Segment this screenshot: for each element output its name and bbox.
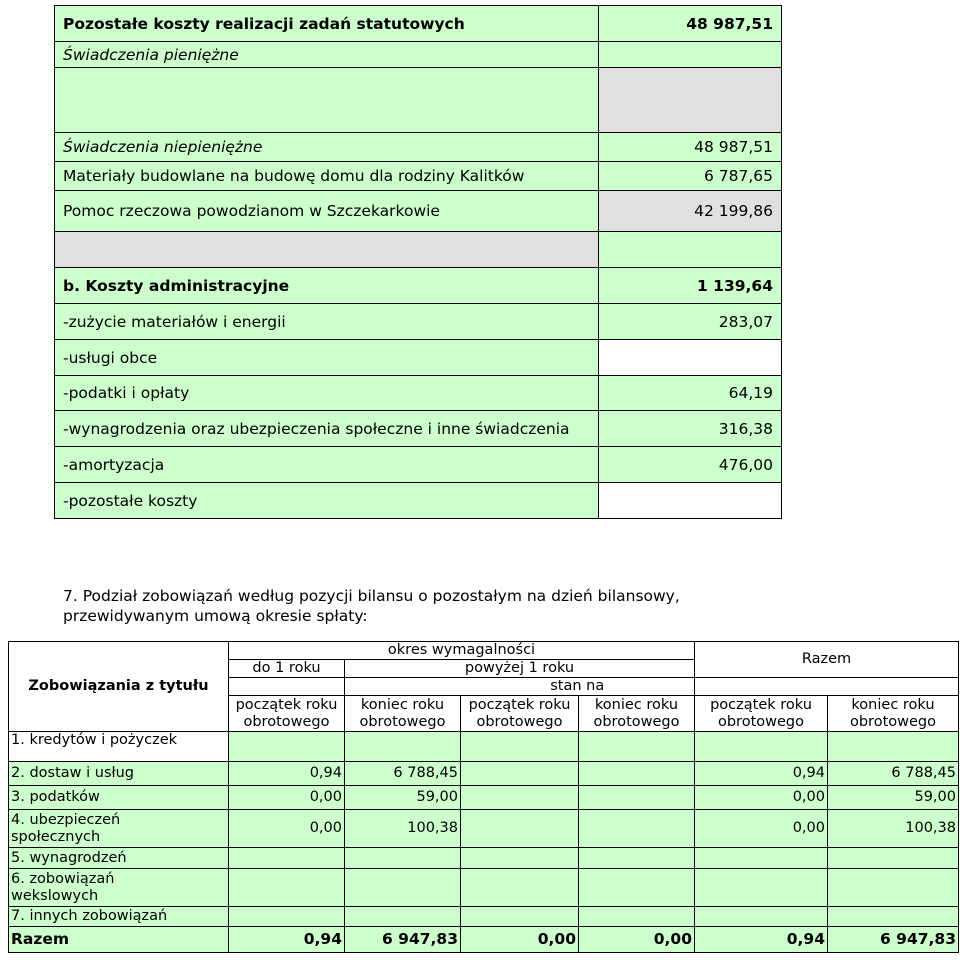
cell xyxy=(579,810,695,848)
cell xyxy=(345,848,461,869)
row-value: 48 987,51 xyxy=(599,133,782,162)
cell: 0,00 xyxy=(461,927,579,953)
cell xyxy=(579,786,695,810)
cell xyxy=(579,848,695,869)
col-header-kon: koniec roku obrotowego xyxy=(579,696,695,732)
costs-table xyxy=(54,5,782,519)
row-label: -pozostałe koszty xyxy=(55,483,599,519)
row-value xyxy=(599,483,782,519)
cell: 6 947,83 xyxy=(828,927,959,953)
table-row xyxy=(55,6,782,42)
table-row xyxy=(55,191,782,232)
cell xyxy=(461,786,579,810)
col-header-tytul: Zobowiązania z tytułu xyxy=(9,642,229,732)
cell: 0,94 xyxy=(229,927,345,953)
cell: 100,38 xyxy=(828,810,959,848)
table-row xyxy=(9,907,959,927)
cell xyxy=(579,732,695,762)
row-label: 2. dostaw i usług xyxy=(9,762,229,786)
cell: 0,00 xyxy=(229,786,345,810)
cell xyxy=(695,907,828,927)
row-label: Pomoc rzeczowa powodzianom w Szczekarkowie xyxy=(55,191,599,232)
table-row xyxy=(55,133,782,162)
cell xyxy=(828,907,959,927)
cell xyxy=(828,732,959,762)
cell xyxy=(345,732,461,762)
row-value: 64,19 xyxy=(599,376,782,411)
col-header-okres: okres wymagalności xyxy=(229,642,695,660)
row-value xyxy=(599,68,782,133)
cell: 0,00 xyxy=(695,786,828,810)
liabilities-table xyxy=(8,641,959,953)
cell xyxy=(695,732,828,762)
table-row xyxy=(55,42,782,68)
table-row xyxy=(55,340,782,376)
cell: 59,00 xyxy=(828,786,959,810)
row-label: 1. kredytów i pożyczek xyxy=(9,732,229,762)
table-row xyxy=(55,483,782,519)
col-header-stan: stan na xyxy=(461,678,695,696)
row-label: -podatki i opłaty xyxy=(55,376,599,411)
row-label: -zużycie materiałów i energii xyxy=(55,304,599,340)
cell xyxy=(461,848,579,869)
row-value: 283,07 xyxy=(599,304,782,340)
col-header-pocz: początek roku obrotowego xyxy=(695,696,828,732)
table-row xyxy=(9,732,959,762)
row-label: 4. ubezpieczeń społecznych xyxy=(9,810,229,848)
row-label: -wynagrodzenia oraz ubezpieczenia społeczne i inne świadczenia xyxy=(55,411,599,447)
col-header-pocz: początek roku obrotowego xyxy=(461,696,579,732)
cell xyxy=(579,869,695,907)
cell xyxy=(461,810,579,848)
row-label: -amortyzacja xyxy=(55,447,599,483)
table-row xyxy=(55,447,782,483)
row-value: 6 787,65 xyxy=(599,162,782,191)
cell xyxy=(229,869,345,907)
row-label: Pozostałe koszty realizacji zadań statutowych xyxy=(55,6,599,42)
cell xyxy=(461,907,579,927)
table-row xyxy=(9,810,959,848)
col-header-kon: koniec roku obrotowego xyxy=(345,696,461,732)
cell xyxy=(695,869,828,907)
row-label: 6. zobowiązań wekslowych xyxy=(9,869,229,907)
row-label: 5. wynagrodzeń xyxy=(9,848,229,869)
row-label: Świadczenia pieniężne xyxy=(55,42,599,68)
col-header-pocz: początek roku obrotowego xyxy=(229,696,345,732)
cell xyxy=(579,907,695,927)
cell xyxy=(828,869,959,907)
cell xyxy=(229,848,345,869)
row-value: 48 987,51 xyxy=(599,6,782,42)
table-row xyxy=(55,232,782,268)
cell xyxy=(461,732,579,762)
row-label: 3. podatków xyxy=(9,786,229,810)
row-label xyxy=(55,68,599,133)
cell: 0,00 xyxy=(695,810,828,848)
cell: 0,00 xyxy=(579,927,695,953)
row-value: 316,38 xyxy=(599,411,782,447)
table-row xyxy=(55,376,782,411)
cell: 0,94 xyxy=(695,762,828,786)
cell xyxy=(579,762,695,786)
cell: 0,94 xyxy=(229,762,345,786)
row-value xyxy=(599,232,782,268)
row-value: 476,00 xyxy=(599,447,782,483)
table-row xyxy=(55,304,782,340)
table-row xyxy=(9,869,959,907)
cell: 6 947,83 xyxy=(345,927,461,953)
cell xyxy=(229,907,345,927)
col-header-kon: koniec roku obrotowego xyxy=(828,696,959,732)
row-label: Materiały budowlane na budowę domu dla rodziny Kalitków xyxy=(55,162,599,191)
row-label: b. Koszty administracyjne xyxy=(55,268,599,304)
table-row xyxy=(9,762,959,786)
section-title: 7. Podział zobowiązań według pozycji bilansu o pozostałym na dzień bilansowy, przewidywanym umową okresie spłaty: xyxy=(63,587,680,625)
row-value xyxy=(599,42,782,68)
row-value xyxy=(599,340,782,376)
cell: 0,00 xyxy=(229,810,345,848)
col-header-do1: do 1 roku xyxy=(229,660,345,678)
row-label: Razem xyxy=(9,927,229,953)
row-label: Świadczenia niepieniężne xyxy=(55,133,599,162)
cell: 59,00 xyxy=(345,786,461,810)
table-row xyxy=(9,848,959,869)
col-header-razem: Razem xyxy=(695,642,959,678)
cell xyxy=(695,848,828,869)
cell xyxy=(461,762,579,786)
col-header-pow1: powyżej 1 roku xyxy=(345,660,695,678)
total-row xyxy=(9,927,959,953)
row-label xyxy=(55,232,599,268)
cell: 0,94 xyxy=(695,927,828,953)
table-row xyxy=(9,786,959,810)
cell xyxy=(461,869,579,907)
cell xyxy=(229,732,345,762)
table-row xyxy=(55,411,782,447)
cell xyxy=(828,848,959,869)
table-row xyxy=(55,68,782,133)
cell xyxy=(345,869,461,907)
table-row xyxy=(55,162,782,191)
row-value: 42 199,86 xyxy=(599,191,782,232)
cell: 6 788,45 xyxy=(828,762,959,786)
row-label: 7. innych zobowiązań xyxy=(9,907,229,927)
cell: 6 788,45 xyxy=(345,762,461,786)
cell xyxy=(345,907,461,927)
table-row xyxy=(55,268,782,304)
row-label: -usługi obce xyxy=(55,340,599,376)
row-value: 1 139,64 xyxy=(599,268,782,304)
cell: 100,38 xyxy=(345,810,461,848)
